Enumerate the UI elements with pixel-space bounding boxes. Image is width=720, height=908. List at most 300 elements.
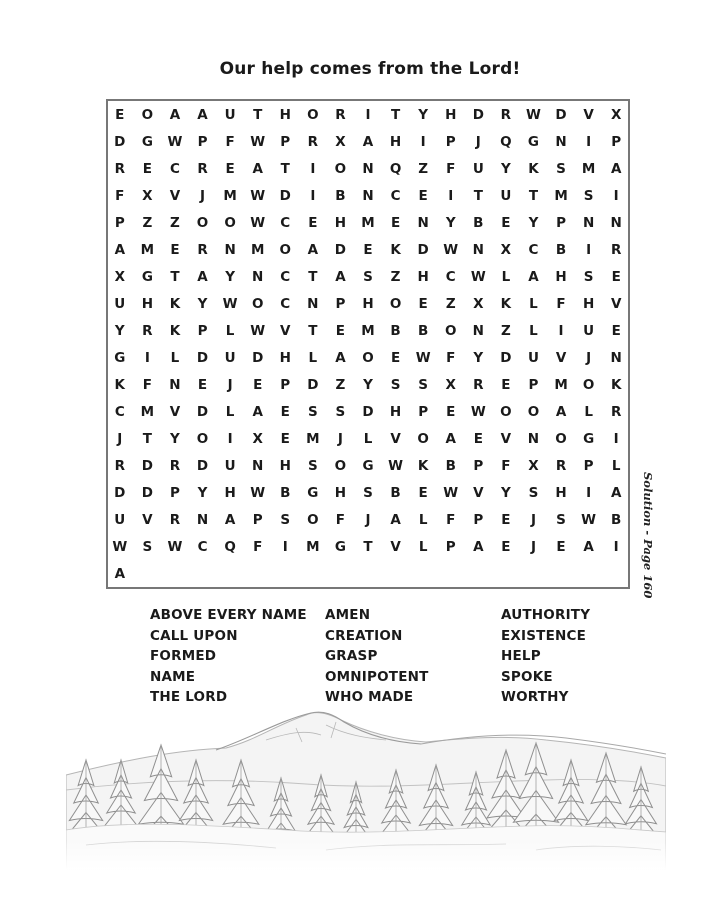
grid-letter[interactable]: F [253,539,263,556]
grid-letter[interactable]: B [418,322,429,339]
grid-letter[interactable]: P [335,295,346,312]
grid-letter[interactable]: A [307,241,319,258]
grid-letter[interactable]: A [335,349,346,366]
grid-letter[interactable]: E [501,376,511,393]
grid-letter[interactable]: J [337,431,343,448]
grid-letter[interactable]: H [389,404,402,421]
grid-letter[interactable]: O [334,160,347,177]
grid-letter[interactable]: E [418,187,428,204]
grid-letter[interactable]: D [555,106,567,123]
grid-letter[interactable]: K [528,160,539,177]
grid-letter[interactable]: T [280,160,290,177]
grid-letter[interactable]: J [530,512,536,529]
grid-letter[interactable]: W [443,485,459,502]
grid-letter[interactable]: H [279,458,291,475]
grid-letter[interactable]: Y [528,214,539,231]
grid-letter[interactable]: F [446,160,456,177]
grid-letter[interactable]: L [308,349,318,366]
grid-letter[interactable]: Y [114,322,125,339]
grid-letter[interactable]: N [610,349,622,366]
grid-letter[interactable]: B [390,485,401,502]
grid-letter[interactable]: J [200,187,206,204]
letter-grid[interactable] [106,101,630,588]
grid-letter[interactable]: N [527,431,540,448]
grid-letter[interactable]: N [582,214,595,231]
grid-letter[interactable]: O [307,512,319,529]
grid-letter[interactable]: R [169,458,181,475]
grid-letter[interactable]: C [390,187,401,204]
grid-letter[interactable]: R [169,512,181,529]
grid-letter[interactable]: Y [363,376,373,393]
grid-letter[interactable]: G [334,539,346,556]
grid-letter[interactable]: D [472,106,484,123]
grid-letter[interactable]: C [169,160,180,177]
grid-letter[interactable]: T [473,187,483,204]
grid-letter[interactable]: D [114,485,126,502]
grid-letter[interactable]: I [227,431,233,448]
grid-letter[interactable]: P [528,376,539,393]
grid-letter[interactable]: V [555,349,567,366]
grid-letter[interactable]: V [390,539,401,556]
grid-letter[interactable]: T [253,106,263,123]
grid-letter[interactable]: P [197,322,208,339]
grid-letter[interactable]: W [250,214,266,231]
grid-letter[interactable]: X [610,106,622,123]
grid-letter[interactable]: E [611,322,621,339]
grid-letter[interactable]: N [196,512,209,529]
grid-letter[interactable]: P [611,133,622,150]
grid-letter[interactable]: H [582,295,595,312]
grid-letter[interactable]: D [196,458,209,475]
grid-letter[interactable]: A [224,512,236,529]
grid-letter[interactable]: U [224,349,236,366]
grid-letter[interactable]: C [528,241,539,258]
grid-letter[interactable]: P [583,458,594,475]
grid-letter[interactable]: B [611,512,622,529]
grid-letter[interactable]: Y [500,160,511,177]
grid-letter[interactable]: F [142,376,152,393]
grid-letter[interactable]: S [390,376,401,393]
grid-letter[interactable]: R [610,404,622,421]
grid-letter[interactable]: S [307,404,318,421]
grid-letter[interactable]: R [307,133,319,150]
grid-letter[interactable]: D [362,404,374,421]
grid-letter[interactable]: E [446,404,456,421]
grid-letter[interactable]: W [222,295,238,312]
grid-letter[interactable]: L [501,268,511,285]
grid-letter[interactable]: M [140,404,155,421]
grid-letter[interactable]: J [365,512,371,529]
grid-letter[interactable]: J [586,349,592,366]
grid-letter[interactable]: L [170,349,180,366]
grid-letter[interactable]: D [334,241,347,258]
grid-letter[interactable]: D [196,349,209,366]
grid-letter[interactable]: D [417,241,429,258]
grid-letter[interactable]: O [389,295,402,312]
grid-letter[interactable]: M [554,376,568,393]
grid-letter[interactable]: E [390,214,401,231]
grid-letter[interactable]: F [556,295,566,312]
grid-letter[interactable]: A [390,512,401,529]
grid-letter[interactable]: H [279,349,291,366]
grid-letter[interactable]: Q [500,133,512,150]
grid-letter[interactable]: A [114,241,126,258]
grid-letter[interactable]: I [310,187,316,204]
grid-letter[interactable]: R [197,241,208,258]
grid-letter[interactable]: L [363,431,373,448]
grid-letter[interactable]: J [475,133,481,150]
grid-letter[interactable]: E [253,376,263,393]
grid-letter[interactable]: T [308,268,318,285]
grid-letter[interactable]: L [418,512,428,529]
grid-letter[interactable]: D [500,349,512,366]
grid-letter[interactable]: N [252,268,264,285]
grid-letter[interactable]: V [583,106,594,123]
grid-letter[interactable]: H [334,485,347,502]
grid-letter[interactable]: K [390,241,401,258]
grid-letter[interactable]: I [613,539,619,556]
grid-letter[interactable]: A [445,431,456,448]
grid-letter[interactable]: H [141,295,154,312]
grid-letter[interactable]: K [169,322,181,339]
grid-letter[interactable]: L [529,295,538,312]
grid-letter[interactable]: X [114,268,125,285]
grid-letter[interactable]: H [555,485,567,502]
grid-letter[interactable]: N [472,322,484,339]
grid-letter[interactable]: R [114,160,125,177]
grid-letter[interactable]: S [142,539,153,556]
grid-letter[interactable]: M [306,539,320,556]
grid-letter[interactable]: R [142,322,153,339]
grid-letter[interactable]: M [250,241,265,258]
grid-letter[interactable]: O [196,214,209,231]
grid-letter[interactable]: E [501,512,511,529]
grid-letter[interactable]: T [390,106,401,123]
grid-letter[interactable]: C [197,539,208,556]
grid-letter[interactable]: K [500,295,512,312]
grid-letter[interactable]: V [169,404,181,421]
grid-letter[interactable]: C [280,214,291,231]
grid-letter[interactable]: B [335,187,346,204]
grid-letter[interactable]: S [280,512,291,529]
grid-letter[interactable]: K [169,295,181,312]
grid-letter[interactable]: H [334,214,347,231]
grid-letter[interactable]: T [142,431,152,448]
grid-letter[interactable]: A [555,404,567,421]
grid-letter[interactable]: S [335,404,346,421]
grid-letter[interactable]: Q [224,539,236,556]
grid-letter[interactable]: Z [390,268,401,285]
grid-letter[interactable]: C [280,295,291,312]
grid-letter[interactable]: E [418,295,428,312]
grid-letter[interactable]: W [526,106,541,123]
grid-letter[interactable]: F [115,187,125,204]
grid-letter[interactable]: W [250,322,266,339]
grid-letter[interactable]: U [114,512,126,529]
grid-letter[interactable]: V [610,295,622,312]
grid-letter[interactable]: E [390,349,401,366]
grid-letter[interactable]: I [613,431,619,448]
grid-letter[interactable]: F [501,458,511,475]
grid-letter[interactable]: Z [445,295,456,312]
grid-letter[interactable]: F [446,512,456,529]
grid-letter[interactable]: V [473,485,484,502]
grid-letter[interactable]: L [584,404,593,421]
grid-letter[interactable]: N [417,214,429,231]
grid-letter[interactable]: E [473,431,483,448]
grid-letter[interactable]: H [389,133,402,150]
grid-letter[interactable]: U [114,295,126,312]
grid-letter[interactable]: V [169,187,181,204]
grid-letter[interactable]: D [252,349,264,366]
grid-letter[interactable]: K [417,458,429,475]
grid-letter[interactable]: P [418,404,429,421]
grid-letter[interactable]: N [362,160,374,177]
grid-letter[interactable]: Y [197,485,208,502]
grid-letter[interactable]: S [363,268,373,285]
grid-letter[interactable]: E [501,214,511,231]
grid-letter[interactable]: K [610,376,622,393]
grid-letter[interactable]: C [114,404,125,421]
grid-letter[interactable]: Y [418,106,429,123]
grid-letter[interactable]: P [280,376,291,393]
grid-letter[interactable]: L [418,539,428,556]
grid-letter[interactable]: S [528,485,539,502]
grid-letter[interactable]: P [114,214,125,231]
grid-letter[interactable]: W [443,241,459,258]
grid-letter[interactable]: A [610,485,622,502]
grid-letter[interactable]: O [362,349,374,366]
grid-letter[interactable]: P [252,512,263,529]
grid-letter[interactable]: T [363,539,373,556]
grid-letter[interactable]: O [555,431,567,448]
grid-letter[interactable]: H [224,485,236,502]
grid-letter[interactable]: P [280,133,291,150]
grid-letter[interactable]: I [586,241,592,258]
grid-letter[interactable]: H [362,295,374,312]
grid-letter[interactable]: E [280,404,290,421]
grid-letter[interactable]: A [197,106,208,123]
grid-letter[interactable]: W [415,349,431,366]
grid-letter[interactable]: Y [225,268,235,285]
grid-letter[interactable]: G [114,349,126,366]
grid-letter[interactable]: W [250,133,266,150]
grid-letter[interactable]: I [448,187,454,204]
grid-letter[interactable]: E [142,160,152,177]
grid-letter[interactable]: E [308,214,318,231]
grid-letter[interactable]: Z [335,376,346,393]
grid-letter[interactable]: V [390,431,401,448]
grid-letter[interactable]: X [335,133,346,150]
grid-letter[interactable]: A [473,539,484,556]
grid-letter[interactable]: X [528,458,539,475]
grid-letter[interactable]: G [307,485,319,502]
grid-letter[interactable]: G [583,431,595,448]
grid-letter[interactable]: Q [389,160,402,177]
grid-letter[interactable]: A [583,539,594,556]
grid-letter[interactable]: T [308,322,318,339]
grid-letter[interactable]: N [555,133,567,150]
grid-letter[interactable]: Y [197,295,208,312]
grid-letter[interactable]: U [472,160,484,177]
grid-letter[interactable]: M [361,322,375,339]
grid-letter[interactable]: R [197,160,208,177]
grid-letter[interactable]: O [500,404,512,421]
grid-letter[interactable]: I [310,160,316,177]
grid-letter[interactable]: I [365,106,371,123]
grid-letter[interactable]: O [279,241,291,258]
grid-letter[interactable]: S [556,160,566,177]
grid-letter[interactable]: P [169,485,180,502]
grid-letter[interactable]: N [610,214,622,231]
grid-letter[interactable]: S [307,458,318,475]
grid-letter[interactable]: I [420,133,426,150]
grid-letter[interactable]: J [117,431,123,448]
grid-letter[interactable]: R [114,458,125,475]
grid-letter[interactable]: B [473,214,484,231]
grid-letter[interactable]: B [445,458,456,475]
grid-letter[interactable]: E [363,241,373,258]
grid-letter[interactable]: E [335,322,346,339]
grid-letter[interactable]: P [445,133,456,150]
grid-letter[interactable]: W [167,539,183,556]
grid-letter[interactable]: V [142,512,153,529]
grid-letter[interactable]: G [141,268,153,285]
grid-letter[interactable]: N [362,187,374,204]
grid-letter[interactable]: O [417,431,429,448]
grid-letter[interactable]: D [141,485,153,502]
grid-letter[interactable]: P [556,214,566,231]
grid-letter[interactable]: O [444,322,457,339]
grid-letter[interactable]: H [555,268,567,285]
grid-letter[interactable]: S [418,376,429,393]
grid-letter[interactable]: O [307,106,319,123]
grid-letter[interactable]: T [170,268,180,285]
grid-letter[interactable]: A [362,133,374,150]
grid-letter[interactable]: R [335,106,346,123]
grid-letter[interactable]: B [555,241,567,258]
grid-letter[interactable]: D [196,404,209,421]
grid-letter[interactable]: A [252,404,263,421]
grid-letter[interactable]: E [170,241,180,258]
grid-letter[interactable]: V [500,431,512,448]
grid-letter[interactable]: M [306,431,320,448]
grid-letter[interactable]: E [556,539,566,556]
grid-letter[interactable]: O [196,431,209,448]
grid-letter[interactable]: C [445,268,456,285]
grid-letter[interactable]: S [583,187,594,204]
grid-letter[interactable]: I [144,349,150,366]
grid-letter[interactable]: U [224,106,236,123]
grid-letter[interactable]: A [197,268,208,285]
grid-letter[interactable]: A [114,566,126,583]
grid-letter[interactable]: I [586,485,592,502]
grid-letter[interactable]: W [250,187,266,204]
grid-letter[interactable]: E [115,106,125,123]
grid-letter[interactable]: W [581,512,597,529]
grid-letter[interactable]: A [528,268,539,285]
grid-letter[interactable]: E [501,539,511,556]
grid-letter[interactable]: I [282,539,288,556]
grid-letter[interactable]: D [114,133,126,150]
grid-letter[interactable]: I [558,322,564,339]
grid-letter[interactable]: D [141,458,153,475]
grid-letter[interactable]: E [225,160,235,177]
grid-letter[interactable]: P [473,512,484,529]
grid-letter[interactable]: U [527,349,539,366]
grid-letter[interactable]: X [500,241,512,258]
grid-letter[interactable]: L [225,404,235,421]
grid-letter[interactable]: O [334,458,347,475]
grid-letter[interactable]: Z [418,160,429,177]
grid-letter[interactable]: T [528,187,539,204]
grid-letter[interactable]: X [445,376,456,393]
grid-letter[interactable]: N [472,241,484,258]
grid-letter[interactable]: K [114,376,126,393]
grid-letter[interactable]: W [470,268,486,285]
grid-letter[interactable]: I [586,133,592,150]
grid-letter[interactable]: R [610,241,622,258]
grid-letter[interactable]: W [388,458,404,475]
grid-letter[interactable]: G [141,133,153,150]
grid-letter[interactable]: A [610,160,622,177]
grid-letter[interactable]: E [611,268,621,285]
grid-letter[interactable]: H [279,106,291,123]
grid-letter[interactable]: O [141,106,154,123]
grid-letter[interactable]: Y [445,214,456,231]
grid-letter[interactable]: Y [500,485,511,502]
grid-letter[interactable]: N [307,295,319,312]
grid-letter[interactable]: U [500,187,512,204]
grid-letter[interactable]: P [197,133,208,150]
grid-letter[interactable]: L [529,322,538,339]
grid-letter[interactable]: B [390,322,401,339]
grid-letter[interactable]: G [362,458,374,475]
grid-letter[interactable]: J [227,376,233,393]
grid-letter[interactable]: R [500,106,512,123]
grid-letter[interactable]: E [280,431,290,448]
grid-letter[interactable]: W [250,485,266,502]
grid-letter[interactable]: Z [500,322,511,339]
grid-letter[interactable]: H [445,106,457,123]
grid-letter[interactable]: W [112,539,128,556]
grid-letter[interactable]: P [445,539,456,556]
grid-letter[interactable]: O [251,295,264,312]
grid-letter[interactable]: H [417,268,429,285]
grid-letter[interactable]: E [197,376,208,393]
grid-letter[interactable]: E [418,485,428,502]
grid-letter[interactable]: D [307,376,319,393]
grid-letter[interactable]: Z [142,214,153,231]
grid-letter[interactable]: U [224,458,236,475]
grid-letter[interactable]: O [582,376,595,393]
grid-letter[interactable]: N [252,458,264,475]
grid-letter[interactable]: L [225,322,235,339]
grid-letter[interactable]: Y [473,349,484,366]
grid-letter[interactable]: G [527,133,539,150]
grid-letter[interactable]: S [363,485,373,502]
grid-letter[interactable]: F [225,133,235,150]
grid-letter[interactable]: R [555,458,567,475]
grid-letter[interactable]: S [583,268,594,285]
grid-letter[interactable]: X [142,187,153,204]
grid-letter[interactable]: C [280,268,291,285]
grid-letter[interactable]: X [473,295,484,312]
grid-letter[interactable]: N [224,241,236,258]
grid-letter[interactable]: M [554,187,568,204]
grid-letter[interactable]: U [583,322,595,339]
grid-letter[interactable]: A [252,160,263,177]
